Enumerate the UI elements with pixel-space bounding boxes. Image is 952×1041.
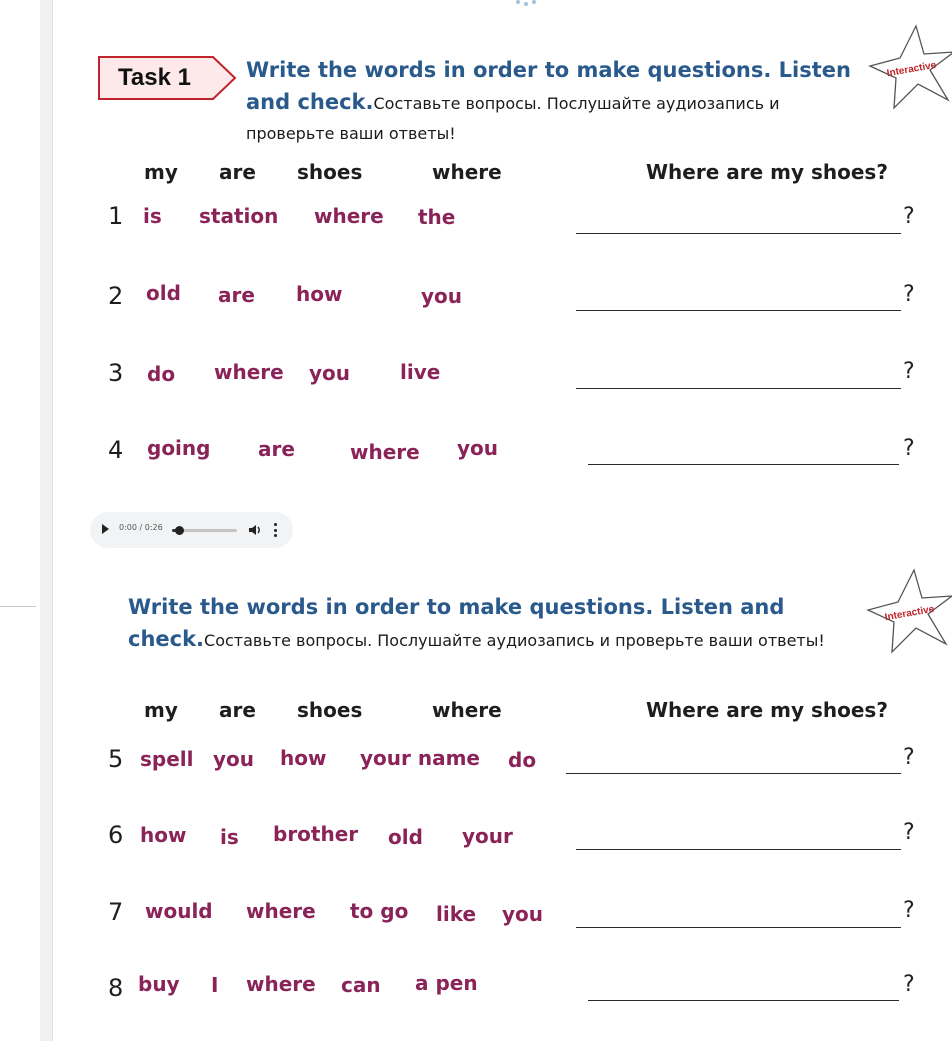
task-label: Task 1 [118, 64, 191, 91]
word-chip: you [457, 436, 499, 460]
question-mark: ? [903, 745, 915, 770]
question-mark: ? [903, 359, 915, 384]
word-chip: how [140, 823, 187, 847]
item-number: 2 [108, 282, 124, 310]
audio-seek-handle[interactable] [175, 526, 184, 535]
example-word: shoes [297, 698, 363, 722]
word-chip: brother [273, 822, 359, 846]
word-chip: where [350, 440, 420, 464]
question-mark: ? [903, 972, 915, 997]
example-word: where [432, 698, 502, 722]
audio-player[interactable] [90, 512, 293, 548]
word-chip: your [462, 824, 513, 848]
word-chip: you [421, 284, 463, 308]
answer-blank-5[interactable] [566, 773, 901, 774]
question-mark: ? [903, 820, 915, 845]
item-number: 6 [108, 821, 124, 849]
word-chip: is [143, 204, 162, 228]
example-word: shoes [297, 160, 363, 184]
word-chip: spell [140, 747, 194, 771]
instruction-1-en: Write the words in order to make questions. Listen and check. [246, 58, 851, 114]
word-chip: to go [350, 899, 409, 923]
word-chip: can [341, 973, 381, 997]
word-chip: are [218, 283, 255, 307]
word-chip: you [213, 747, 255, 771]
instruction-2-ru: Составьте вопросы. Послушайте аудиозапись и проверьте ваши ответы! [204, 631, 825, 650]
word-chip: how [296, 282, 343, 306]
word-chip: going [147, 436, 211, 460]
answer-blank-2[interactable] [576, 310, 901, 311]
answer-blank-3[interactable] [576, 388, 901, 389]
question-mark: ? [903, 204, 915, 229]
audio-time: 0:00 / 0:26 [119, 523, 163, 532]
word-chip: you [502, 902, 544, 926]
play-icon[interactable] [102, 524, 109, 534]
item-number: 3 [108, 359, 124, 387]
word-chip: like [436, 902, 477, 926]
answer-blank-4[interactable] [588, 464, 899, 465]
word-chip: you [309, 361, 351, 385]
example-word: my [144, 698, 178, 722]
audio-seek-bar[interactable] [172, 529, 237, 532]
example-word: where [432, 160, 502, 184]
side-divider [0, 606, 36, 607]
interactive-badge-1-text: Interactive [885, 59, 938, 80]
item-number: 4 [108, 436, 124, 464]
word-chip: old [388, 825, 423, 849]
word-chip: where [246, 972, 316, 996]
answer-blank-8[interactable] [588, 1000, 899, 1001]
word-chip: do [147, 362, 176, 386]
word-chip: is [220, 825, 239, 849]
question-mark: ? [903, 282, 915, 307]
instruction-1-ru: Составьте вопросы. Послушайте аудиозапись и проверьте ваши ответы! [246, 94, 780, 143]
interactive-badge-2-text: Interactive [883, 603, 936, 624]
item-number: 8 [108, 974, 124, 1002]
example-word: are [219, 160, 256, 184]
word-chip: how [280, 746, 327, 770]
item-number: 5 [108, 745, 124, 773]
item-number: 7 [108, 898, 124, 926]
example-word: my [144, 160, 178, 184]
word-chip: do [508, 748, 537, 772]
answer-blank-1[interactable] [576, 233, 901, 234]
word-chip: a pen [415, 971, 478, 995]
task-label-tag [97, 55, 225, 101]
word-chip: are [258, 437, 295, 461]
example-answer: Where are my shoes? [646, 698, 888, 722]
answer-blank-7[interactable] [576, 927, 901, 928]
word-chip: station [199, 204, 279, 228]
word-chip: live [400, 360, 441, 384]
word-chip: the [418, 205, 456, 229]
word-chip: where [314, 204, 384, 228]
volume-icon[interactable] [248, 524, 262, 536]
instruction-2-en: Write the words in order to make questions. Listen and check. [128, 595, 785, 651]
word-chip: where [246, 899, 316, 923]
word-chip: old [146, 281, 181, 305]
interactive-badge-2[interactable] [864, 566, 952, 660]
page-margin [40, 0, 52, 1041]
instruction-1 [246, 55, 866, 149]
word-chip: where [214, 360, 284, 384]
question-mark: ? [903, 436, 915, 461]
example-answer: Where are my shoes? [646, 160, 888, 184]
answer-blank-6[interactable] [576, 849, 901, 850]
question-mark: ? [903, 898, 915, 923]
more-options-icon[interactable] [274, 523, 277, 537]
word-chip: I [211, 973, 219, 997]
word-chip: buy [138, 972, 180, 996]
word-chip: your name [360, 746, 480, 770]
top-decoration [516, 0, 540, 8]
example-word: are [219, 698, 256, 722]
interactive-badge-1[interactable] [866, 22, 952, 116]
instruction-2 [128, 592, 873, 656]
word-chip: would [145, 899, 213, 923]
item-number: 1 [108, 202, 124, 230]
